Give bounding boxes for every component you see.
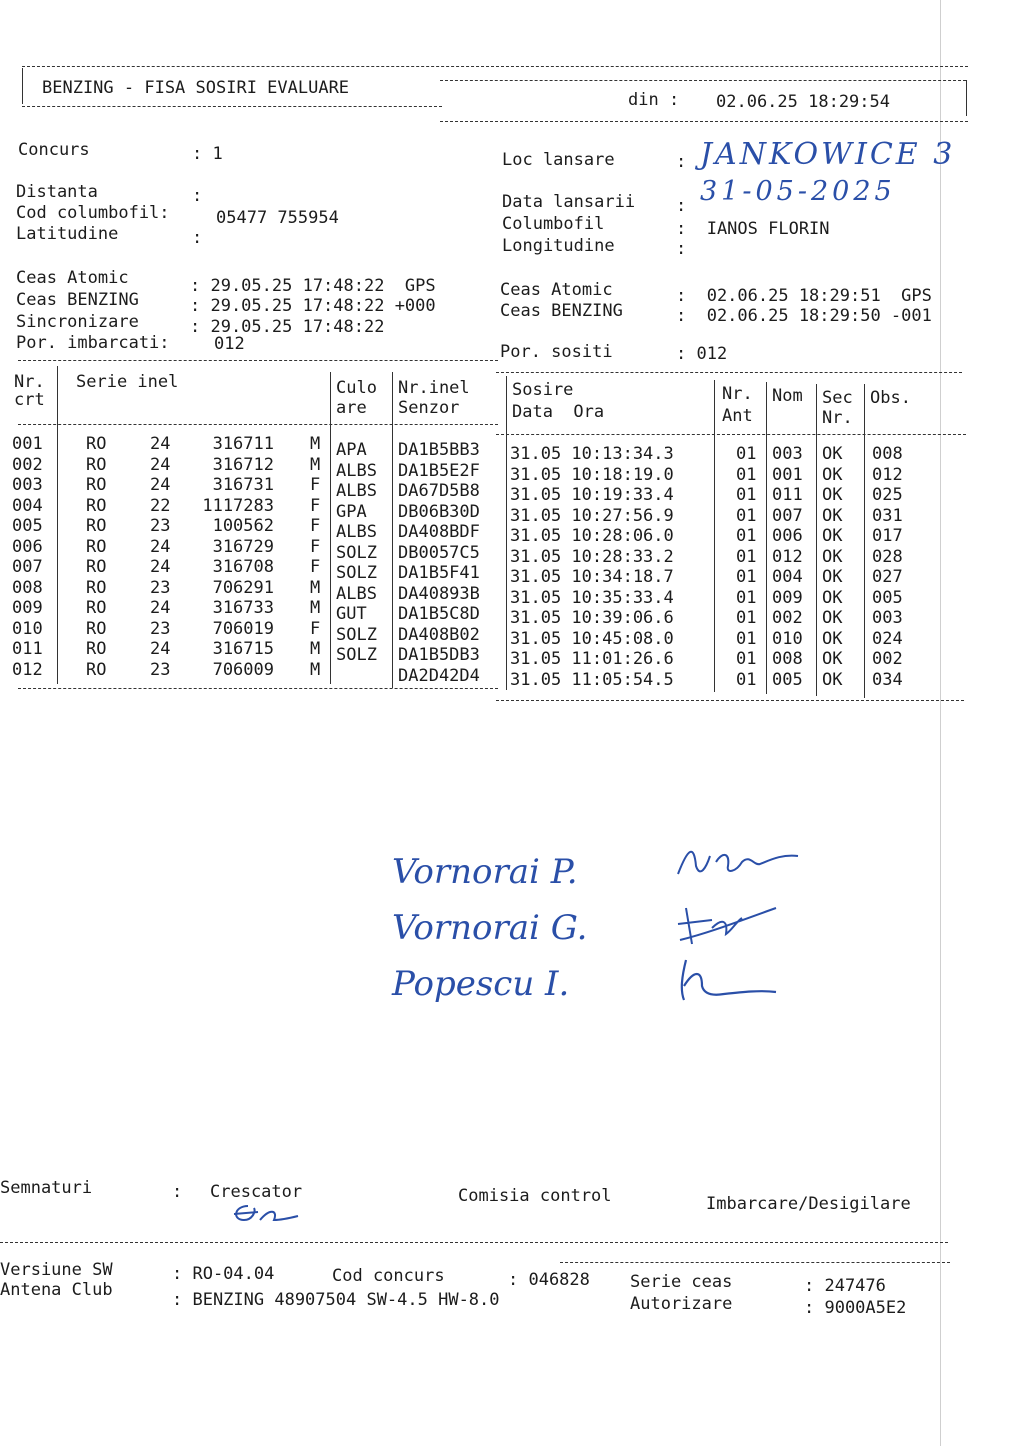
table-cell-ant: 01: [736, 546, 757, 567]
table-cell-culoare: SOLZ: [336, 645, 377, 665]
header-left-border: [22, 68, 23, 104]
table-bottom-rule-right: [496, 700, 964, 701]
header-nr-ant-2: Ant: [722, 406, 753, 426]
table-cell-sex: M: [310, 434, 321, 454]
data-lansarii-label: Data lansarii: [502, 192, 636, 212]
table-cell-senzor: DA1B5DB3: [398, 645, 480, 665]
signature-scribble-1: [670, 838, 810, 888]
col-sep-2: [330, 372, 331, 684]
concurs-label: Concurs: [18, 140, 90, 160]
ceas-atomic-value: : 29.05.25 17:48:22 GPS: [190, 276, 436, 296]
table-cell-nr: 002: [12, 454, 43, 475]
table-cell-nom: 008: [772, 649, 803, 669]
table-cell-sosire: 31.05 11:01:26.6: [510, 649, 674, 669]
table-cell-tara: RO: [86, 598, 107, 618]
table-cell-sex: F: [310, 475, 321, 495]
table-cell-sosire: 31.05 10:28:33.2: [510, 546, 674, 567]
table-bottom-rule-left: [18, 688, 498, 689]
table-cell-an: 23: [150, 577, 171, 598]
table-cell-nom: 009: [772, 587, 803, 608]
table-cell-an: 23: [150, 618, 171, 639]
table-cell-ant: 01: [736, 649, 757, 669]
table-cell-sex: M: [310, 454, 321, 475]
table-cell-sosire: 31.05 10:13:34.3: [510, 444, 674, 464]
table-cell-sex: M: [310, 659, 321, 680]
report-title: BENZING - FISA SOSIRI EVALUARE: [42, 78, 350, 98]
table-cell-sec: OK: [822, 669, 843, 690]
table-cell-nr: 007: [12, 557, 43, 577]
table-cell-serie: 316712: [212, 454, 274, 475]
table-cell-tara: RO: [86, 557, 107, 577]
table-cell-sec: OK: [822, 567, 843, 587]
longitudine-value: :: [676, 239, 687, 259]
col-sep-5: [714, 380, 715, 692]
cod-columbofil-label: Cod columbofil:: [16, 203, 170, 223]
header-data-ora: Data Ora: [512, 402, 605, 422]
data-lansarii-handwritten: 31-05-2025: [700, 176, 896, 207]
table-cell-ant: 01: [736, 608, 757, 628]
table-cell-senzor: DA1B5F41: [398, 563, 480, 583]
table-cell-serie: 316715: [212, 639, 274, 659]
table-cell-sex: M: [310, 639, 321, 659]
por-sositi-label: Por. sositi: [500, 342, 613, 362]
ceas-benzing-label-right: Ceas BENZING: [500, 301, 623, 321]
table-cell-ant: 01: [736, 567, 757, 587]
ceas-atomic-label-right: Ceas Atomic: [500, 280, 613, 300]
table-cell-obs: 012: [872, 464, 903, 485]
table-cell-an: 24: [150, 434, 171, 454]
table-cell-sex: F: [310, 557, 321, 577]
crescator-signature: [226, 1198, 306, 1228]
table-cell-nr: 003: [12, 475, 43, 495]
table-cell-serie: 706019: [212, 618, 274, 639]
table-cell-serie: 100562: [212, 516, 274, 536]
longitudine-label: Longitudine: [502, 236, 615, 256]
table-cell-nr: 009: [12, 598, 43, 618]
header-sosire: Sosire: [512, 380, 574, 400]
por-imbarcati-label: Por. imbarcati:: [16, 333, 170, 353]
table-cell-sex: M: [310, 598, 321, 618]
table-cell-an: 24: [150, 475, 171, 495]
table-cell-tara: RO: [86, 475, 107, 495]
table-cell-nom: 001: [772, 464, 803, 485]
cod-concurs-value: : 046828: [508, 1270, 590, 1290]
table-cell-culoare: ALBS: [336, 481, 377, 501]
header-top-rule: [22, 66, 968, 67]
table-cell-ant: 01: [736, 628, 757, 649]
por-sositi-value: : 012: [676, 344, 728, 364]
table-cell-sex: F: [310, 618, 321, 639]
signature-scribble-3: [672, 956, 782, 1006]
table-top-rule-left: [18, 360, 498, 361]
header-sec-nr-2: Nr.: [822, 408, 853, 428]
table-cell-ant: 01: [736, 526, 757, 546]
table-cell-nom: 003: [772, 444, 803, 464]
col-sep-8: [864, 384, 865, 698]
table-cell-an: 23: [150, 516, 171, 536]
header-nr-inel-2: Senzor: [398, 398, 460, 418]
autorizare-label: Autorizare: [630, 1294, 733, 1314]
table-cell-sec: OK: [822, 587, 843, 608]
table-cell-senzor: DA1B5C8D: [398, 604, 480, 624]
antena-club-label: Antena Club: [0, 1280, 113, 1300]
header-nr-crt-1: Nr.: [14, 372, 45, 392]
table-cell-nr: 010: [12, 618, 43, 639]
header-mid-rule: [440, 80, 966, 81]
table-cell-sosire: 31.05 11:05:54.5: [510, 669, 674, 690]
table-cell-serie: 316733: [212, 598, 274, 618]
table-cell-culoare: ALBS: [336, 460, 377, 481]
table-cell-sosire: 31.05 10:45:08.0: [510, 628, 674, 649]
table-cell-sosire: 31.05 10:34:18.7: [510, 567, 674, 587]
header-culoare-1: Culo: [336, 378, 377, 398]
table-cell-an: 24: [150, 454, 171, 475]
table-cell-sex: M: [310, 577, 321, 598]
header-nr-ant-1: Nr.: [722, 384, 753, 404]
table-header-rule-right: [496, 434, 966, 435]
table-cell-sosire: 31.05 10:35:33.4: [510, 587, 674, 608]
semnaturi-colon: :: [172, 1182, 183, 1202]
header-serie-inel: Serie inel: [76, 372, 179, 392]
table-cell-an: 22: [150, 495, 171, 516]
table-cell-tara: RO: [86, 618, 107, 639]
loc-lansare-colon: :: [676, 152, 687, 172]
table-cell-serie: 316731: [212, 475, 274, 495]
imbarcare-desigilare-label: Imbarcare/Desigilare: [706, 1194, 911, 1214]
table-cell-nom: 011: [772, 485, 803, 505]
header-sec-nr-1: Sec: [822, 388, 853, 408]
latitudine-label: Latitudine: [16, 224, 119, 244]
table-cell-culoare: SOLZ: [336, 624, 377, 645]
table-cell-culoare: APA: [336, 440, 367, 460]
table-cell-sec: OK: [822, 444, 843, 464]
table-cell-serie: 316729: [212, 536, 274, 557]
table-cell-serie: 706291: [212, 577, 274, 598]
table-cell-sosire: 31.05 10:19:33.4: [510, 485, 674, 505]
table-cell-sex: F: [310, 495, 321, 516]
table-cell-serie: 706009: [212, 659, 274, 680]
table-cell-nom: 010: [772, 628, 803, 649]
sincronizare-value: : 29.05.25 17:48:22: [190, 317, 385, 337]
distanta-value: :: [192, 186, 203, 206]
concurs-value: : 1: [192, 144, 223, 164]
table-cell-obs: 024: [872, 628, 903, 649]
columbofil-value: : IANOS FLORIN: [676, 219, 830, 239]
loc-lansare-label: Loc lansare: [502, 150, 615, 170]
table-cell-nom: 007: [772, 505, 803, 526]
serie-ceas-label: Serie ceas: [630, 1272, 733, 1292]
table-cell-nom: 004: [772, 567, 803, 587]
antena-club-value: : BENZING 48907504 SW-4.5 HW-8.0: [172, 1290, 500, 1310]
table-cell-sec: OK: [822, 485, 843, 505]
table-cell-nom: 012: [772, 546, 803, 567]
table-cell-obs: 028: [872, 546, 903, 567]
table-cell-obs: 003: [872, 608, 903, 628]
table-cell-culoare: ALBS: [336, 522, 377, 542]
table-cell-culoare: SOLZ: [336, 563, 377, 583]
table-cell-nr: 004: [12, 495, 43, 516]
por-imbarcati-value: 012: [214, 334, 245, 354]
table-cell-senzor: DA2D42D4: [398, 665, 480, 686]
table-cell-serie: 1117283: [202, 495, 274, 516]
table-cell-an: 24: [150, 639, 171, 659]
table-cell-ant: 01: [736, 444, 757, 464]
header-nom: Nom: [772, 386, 803, 406]
columbofil-label: Columbofil: [502, 214, 605, 234]
crescator-label: Crescator: [210, 1182, 303, 1202]
table-cell-tara: RO: [86, 434, 107, 454]
table-cell-sec: OK: [822, 628, 843, 649]
table-cell-an: 24: [150, 536, 171, 557]
table-cell-culoare: GPA: [336, 501, 367, 522]
table-cell-sosire: 31.05 10:28:06.0: [510, 526, 674, 546]
report-datetime: 02.06.25 18:29:54: [716, 92, 890, 112]
comisia-control-label: Comisia control: [458, 1186, 612, 1206]
table-cell-nr: 001: [12, 434, 43, 454]
table-cell-sec: OK: [822, 464, 843, 485]
table-cell-obs: 008: [872, 444, 903, 464]
table-cell-sec: OK: [822, 608, 843, 628]
handwritten-name-3: Popescu I.: [392, 964, 570, 1004]
page-edge-line: [940, 0, 941, 1446]
table-cell-obs: 005: [872, 587, 903, 608]
table-cell-tara: RO: [86, 659, 107, 680]
table-cell-ant: 01: [736, 485, 757, 505]
serie-ceas-value: : 247476: [804, 1276, 886, 1296]
footer-top-rule-right: [560, 1262, 950, 1263]
table-cell-ant: 01: [736, 587, 757, 608]
table-cell-tara: RO: [86, 577, 107, 598]
footer-top-rule: [0, 1242, 948, 1243]
table-cell-serie: 316711: [212, 434, 274, 454]
cod-concurs-label: Cod concurs: [332, 1266, 445, 1286]
table-cell-tara: RO: [86, 516, 107, 536]
col-sep-1: [57, 366, 58, 684]
loc-lansare-handwritten: JANKOWICE 3: [700, 137, 956, 172]
table-cell-culoare: SOLZ: [336, 542, 377, 563]
table-cell-obs: 017: [872, 526, 903, 546]
table-cell-sec: OK: [822, 505, 843, 526]
header-right-border: [966, 80, 967, 116]
table-cell-sosire: 31.05 10:39:06.6: [510, 608, 674, 628]
table-cell-sec: OK: [822, 526, 843, 546]
table-cell-ant: 01: [736, 464, 757, 485]
col-sep-6: [766, 382, 767, 694]
table-cell-sec: OK: [822, 649, 843, 669]
sincronizare-label: Sincronizare: [16, 312, 139, 332]
table-cell-senzor: DA1B5E2F: [398, 460, 480, 481]
table-cell-sex: F: [310, 516, 321, 536]
table-cell-senzor: DA67D5B8: [398, 481, 480, 501]
din-label: din :: [628, 90, 680, 110]
table-cell-senzor: DA408B02: [398, 624, 480, 645]
table-cell-nr: 005: [12, 516, 43, 536]
header-obs: Obs.: [870, 388, 911, 408]
table-cell-an: 23: [150, 659, 171, 680]
table-cell-nr: 011: [12, 639, 43, 659]
table-cell-ant: 01: [736, 669, 757, 690]
ceas-benzing-value: : 29.05.25 17:48:22 +000: [190, 296, 436, 316]
table-header-rule-left: [18, 424, 498, 425]
table-cell-tara: RO: [86, 454, 107, 475]
table-cell-nom: 006: [772, 526, 803, 546]
ceas-atomic-label: Ceas Atomic: [16, 268, 129, 288]
table-cell-senzor: DA408BDF: [398, 522, 480, 542]
versiune-sw-value: : RO-04.04: [172, 1264, 275, 1284]
table-cell-obs: 025: [872, 485, 903, 505]
autorizare-value: : 9000A5E2: [804, 1298, 907, 1318]
header-bottom-rule-right: [440, 121, 968, 122]
table-cell-nr: 008: [12, 577, 43, 598]
header-bottom-rule-left: [22, 106, 442, 107]
signature-scribble-2: [672, 900, 782, 950]
header-nr-crt-2: crt: [14, 390, 45, 410]
table-cell-culoare: ALBS: [336, 583, 377, 604]
ceas-benzing-value-right: : 02.06.25 18:29:50 -001: [676, 306, 932, 326]
col-sep-4: [506, 376, 507, 690]
versiune-sw-label: Versiune SW: [0, 1260, 113, 1280]
table-cell-obs: 031: [872, 505, 903, 526]
ceas-benzing-label: Ceas BENZING: [16, 290, 139, 310]
latitudine-value: :: [192, 228, 203, 248]
table-cell-ant: 01: [736, 505, 757, 526]
data-lansarii-colon: :: [676, 196, 687, 216]
table-cell-an: 24: [150, 598, 171, 618]
header-nr-inel-1: Nr.inel: [398, 378, 470, 398]
distanta-label: Distanta: [16, 182, 98, 202]
table-cell-senzor: DB0057C5: [398, 542, 480, 563]
semnaturi-label: Semnaturi: [0, 1178, 93, 1198]
table-cell-sex: F: [310, 536, 321, 557]
table-cell-sosire: 31.05 10:27:56.9: [510, 505, 674, 526]
table-cell-obs: 034: [872, 669, 903, 690]
table-cell-culoare: GUT: [336, 604, 367, 624]
table-cell-nr: 006: [12, 536, 43, 557]
table-cell-tara: RO: [86, 495, 107, 516]
table-cell-senzor: DB06B30D: [398, 501, 480, 522]
table-top-rule-right: [496, 372, 962, 373]
table-cell-tara: RO: [86, 536, 107, 557]
table-cell-senzor: DA40893B: [398, 583, 480, 604]
table-cell-an: 24: [150, 557, 171, 577]
table-cell-sec: OK: [822, 546, 843, 567]
handwritten-name-2: Vornorai G.: [392, 908, 588, 948]
table-cell-obs: 002: [872, 649, 903, 669]
header-culoare-2: are: [336, 398, 367, 418]
table-cell-obs: 027: [872, 567, 903, 587]
table-cell-senzor: DA1B5BB3: [398, 440, 480, 460]
table-cell-tara: RO: [86, 639, 107, 659]
table-cell-nom: 005: [772, 669, 803, 690]
ceas-atomic-value-right: : 02.06.25 18:29:51 GPS: [676, 286, 932, 306]
handwritten-name-1: Vornorai P.: [392, 852, 578, 892]
table-cell-nom: 002: [772, 608, 803, 628]
table-cell-sosire: 31.05 10:18:19.0: [510, 464, 674, 485]
table-cell-nr: 012: [12, 659, 43, 680]
col-sep-7: [816, 384, 817, 696]
col-sep-3: [392, 372, 393, 688]
cod-columbofil-value: 05477 755954: [216, 208, 339, 228]
table-cell-serie: 316708: [212, 557, 274, 577]
